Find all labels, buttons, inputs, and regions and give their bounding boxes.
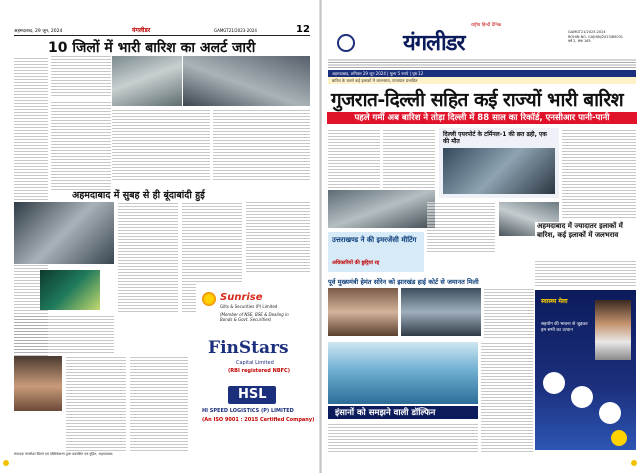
left-page-header (14, 26, 310, 36)
right-page-tagline: राष्ट्रीय हिन्दी दैनिक (471, 23, 502, 28)
ahmedabad-story-title: अहमदाबाद में ज्यादातर इलाकों में बारिश, कई इलाकों में जलभराव (537, 222, 623, 239)
hemant-soren-photo (328, 288, 398, 336)
ad-sunrise-line1: Gilts & Securities (P) Limited (220, 304, 278, 309)
left-page-date: अहमदाबाद, 29 जून, 2024 (14, 29, 63, 34)
text-column (484, 288, 534, 338)
right-page (321, 0, 640, 473)
circuit-board-photo (40, 270, 100, 310)
ad-hsl (196, 384, 315, 440)
masthead-strip (328, 58, 636, 68)
text-column (130, 356, 188, 451)
text-column (562, 128, 636, 218)
text-column (383, 128, 435, 188)
ahmedabad-story-box (535, 222, 636, 258)
news-ticker: बारिश के चलते कई इलाकों में जलभराव, यातायात प्रभावित (328, 77, 636, 84)
info-line: GAMGT21/2023-2024 (568, 30, 606, 34)
page-number: 12 (296, 24, 310, 35)
info-line: ROHIN NO. GUJHIN/2023/89031 (568, 34, 624, 39)
text-column (246, 202, 310, 272)
delhi-story-box (439, 128, 559, 198)
text-column (328, 128, 380, 188)
flooded-street-photo (328, 190, 435, 228)
text-column (427, 202, 495, 252)
right-page-logo: यंगलीडर (403, 30, 465, 56)
sanstha-ad-body: सहयोग की भावना से जुड़कर हम सभी का उत्थान (541, 322, 588, 333)
uttarakhand-story-box (328, 232, 424, 272)
text-column (535, 260, 636, 286)
rain-vehicles-photo (183, 56, 310, 106)
dolphin-photo (328, 342, 478, 404)
uttarakhand-title: उत्तराखण्ड ने की इमरजेंसी मीटिंग (332, 236, 417, 244)
airport-collapse-photo (443, 148, 555, 194)
ad-sunrise (196, 282, 310, 332)
jharkhand-headline: पूर्व मुख्यमंत्री हेमंत सोरेन को झारखंड हाई कोर्ट से जमानत मिली (328, 278, 479, 286)
info-line: वर्ष 2, अंक 165 (568, 39, 591, 43)
text-column (66, 356, 126, 451)
sub-headline: पहले गर्मी अब बारिश ने तोड़ा दिल्ली में 88 साल का रिकॉर्ड, एनसीआर पानी-पानी (327, 112, 637, 124)
drizzle-photo (14, 202, 114, 264)
text-column (51, 56, 111, 96)
ad-finstars-line1: Capital Limited (236, 360, 274, 366)
text-column (118, 202, 178, 312)
rain-road-photo (112, 56, 182, 106)
ad-hsl-line1: HI SPEED LOGISTICS (P) LIMITED (202, 408, 294, 414)
left-page-masthead: यंगलीडर (132, 27, 151, 34)
uttarakhand-sub: अधिकारियों की छुट्टियां रद्द (332, 260, 380, 266)
ad-finstars-line2: (RBI registered NBFC) (228, 368, 290, 374)
page-gutter (319, 0, 322, 473)
ad-hsl-line2: (An ISO 9001 : 2015 Certified Company) (202, 417, 315, 423)
sunrise-sun-icon (202, 292, 216, 306)
headline-ahmedabad: अहमदाबाद में सुबह से ही बूंदाबांदी हुई (72, 190, 205, 201)
ad-finstars-name: FinStars (208, 338, 289, 358)
text-column (112, 110, 210, 180)
logo-circle-icon (337, 34, 355, 52)
text-column (14, 315, 114, 353)
delhi-story-title: दिल्ली एयरपोर्ट के टर्मिनल-1 की छत ढही, एक की मौत (443, 131, 547, 145)
ad-sunrise-line2: (Member of NSE, BSE & Dealing in (220, 312, 289, 317)
ad-finstars (196, 336, 310, 380)
blue-circle-icon (571, 386, 593, 408)
text-column (213, 110, 310, 180)
ad-sunrise-name: Sunrise (220, 292, 263, 303)
registration-mark (631, 460, 637, 466)
date-bar: अहमदाबाद, शनिवार 29 जून 2024 | मूल्य 5 रुपये | पृष्ठ 12 (328, 70, 636, 77)
main-headline: गुजरात-दिल्ली सहित कई राज्यों भारी बारिश (331, 89, 624, 111)
text-column (481, 342, 533, 452)
text-column (328, 422, 478, 452)
sanstha-ad-title: स्वास्थ्य मेला (541, 298, 568, 305)
main-headline-box (327, 85, 637, 109)
person-thumbs-up-photo (595, 300, 631, 360)
left-page-footer: संपादक यंगलीडर प्रिंटर्स एवं पब्लिकेशन्स द्वारा प्रकाशित एवं मुद्रित, अहमदाबाद (14, 452, 113, 456)
emblem-icon (611, 430, 627, 446)
text-column (51, 100, 111, 190)
dolphin-headline: इंसानों को समझने वाली डॉल्फिन (335, 408, 436, 418)
headline-top: 10 जिलों में भारी बारिश का अलर्ट जारी (48, 40, 256, 56)
family-photo (14, 356, 62, 411)
ad-hsl-name: HSL (238, 387, 267, 402)
court-crowd-photo (401, 288, 481, 336)
sanstha-ad (535, 290, 636, 450)
blue-circle-icon (543, 372, 565, 394)
registration-mark (3, 460, 9, 466)
right-page-info (568, 30, 636, 44)
blue-circle-icon (599, 402, 621, 424)
ad-sunrise-line3: Bonds & Govt. Securities) (220, 317, 272, 322)
left-page-reg-no: GAMGT21/2023-2024 (214, 28, 257, 33)
